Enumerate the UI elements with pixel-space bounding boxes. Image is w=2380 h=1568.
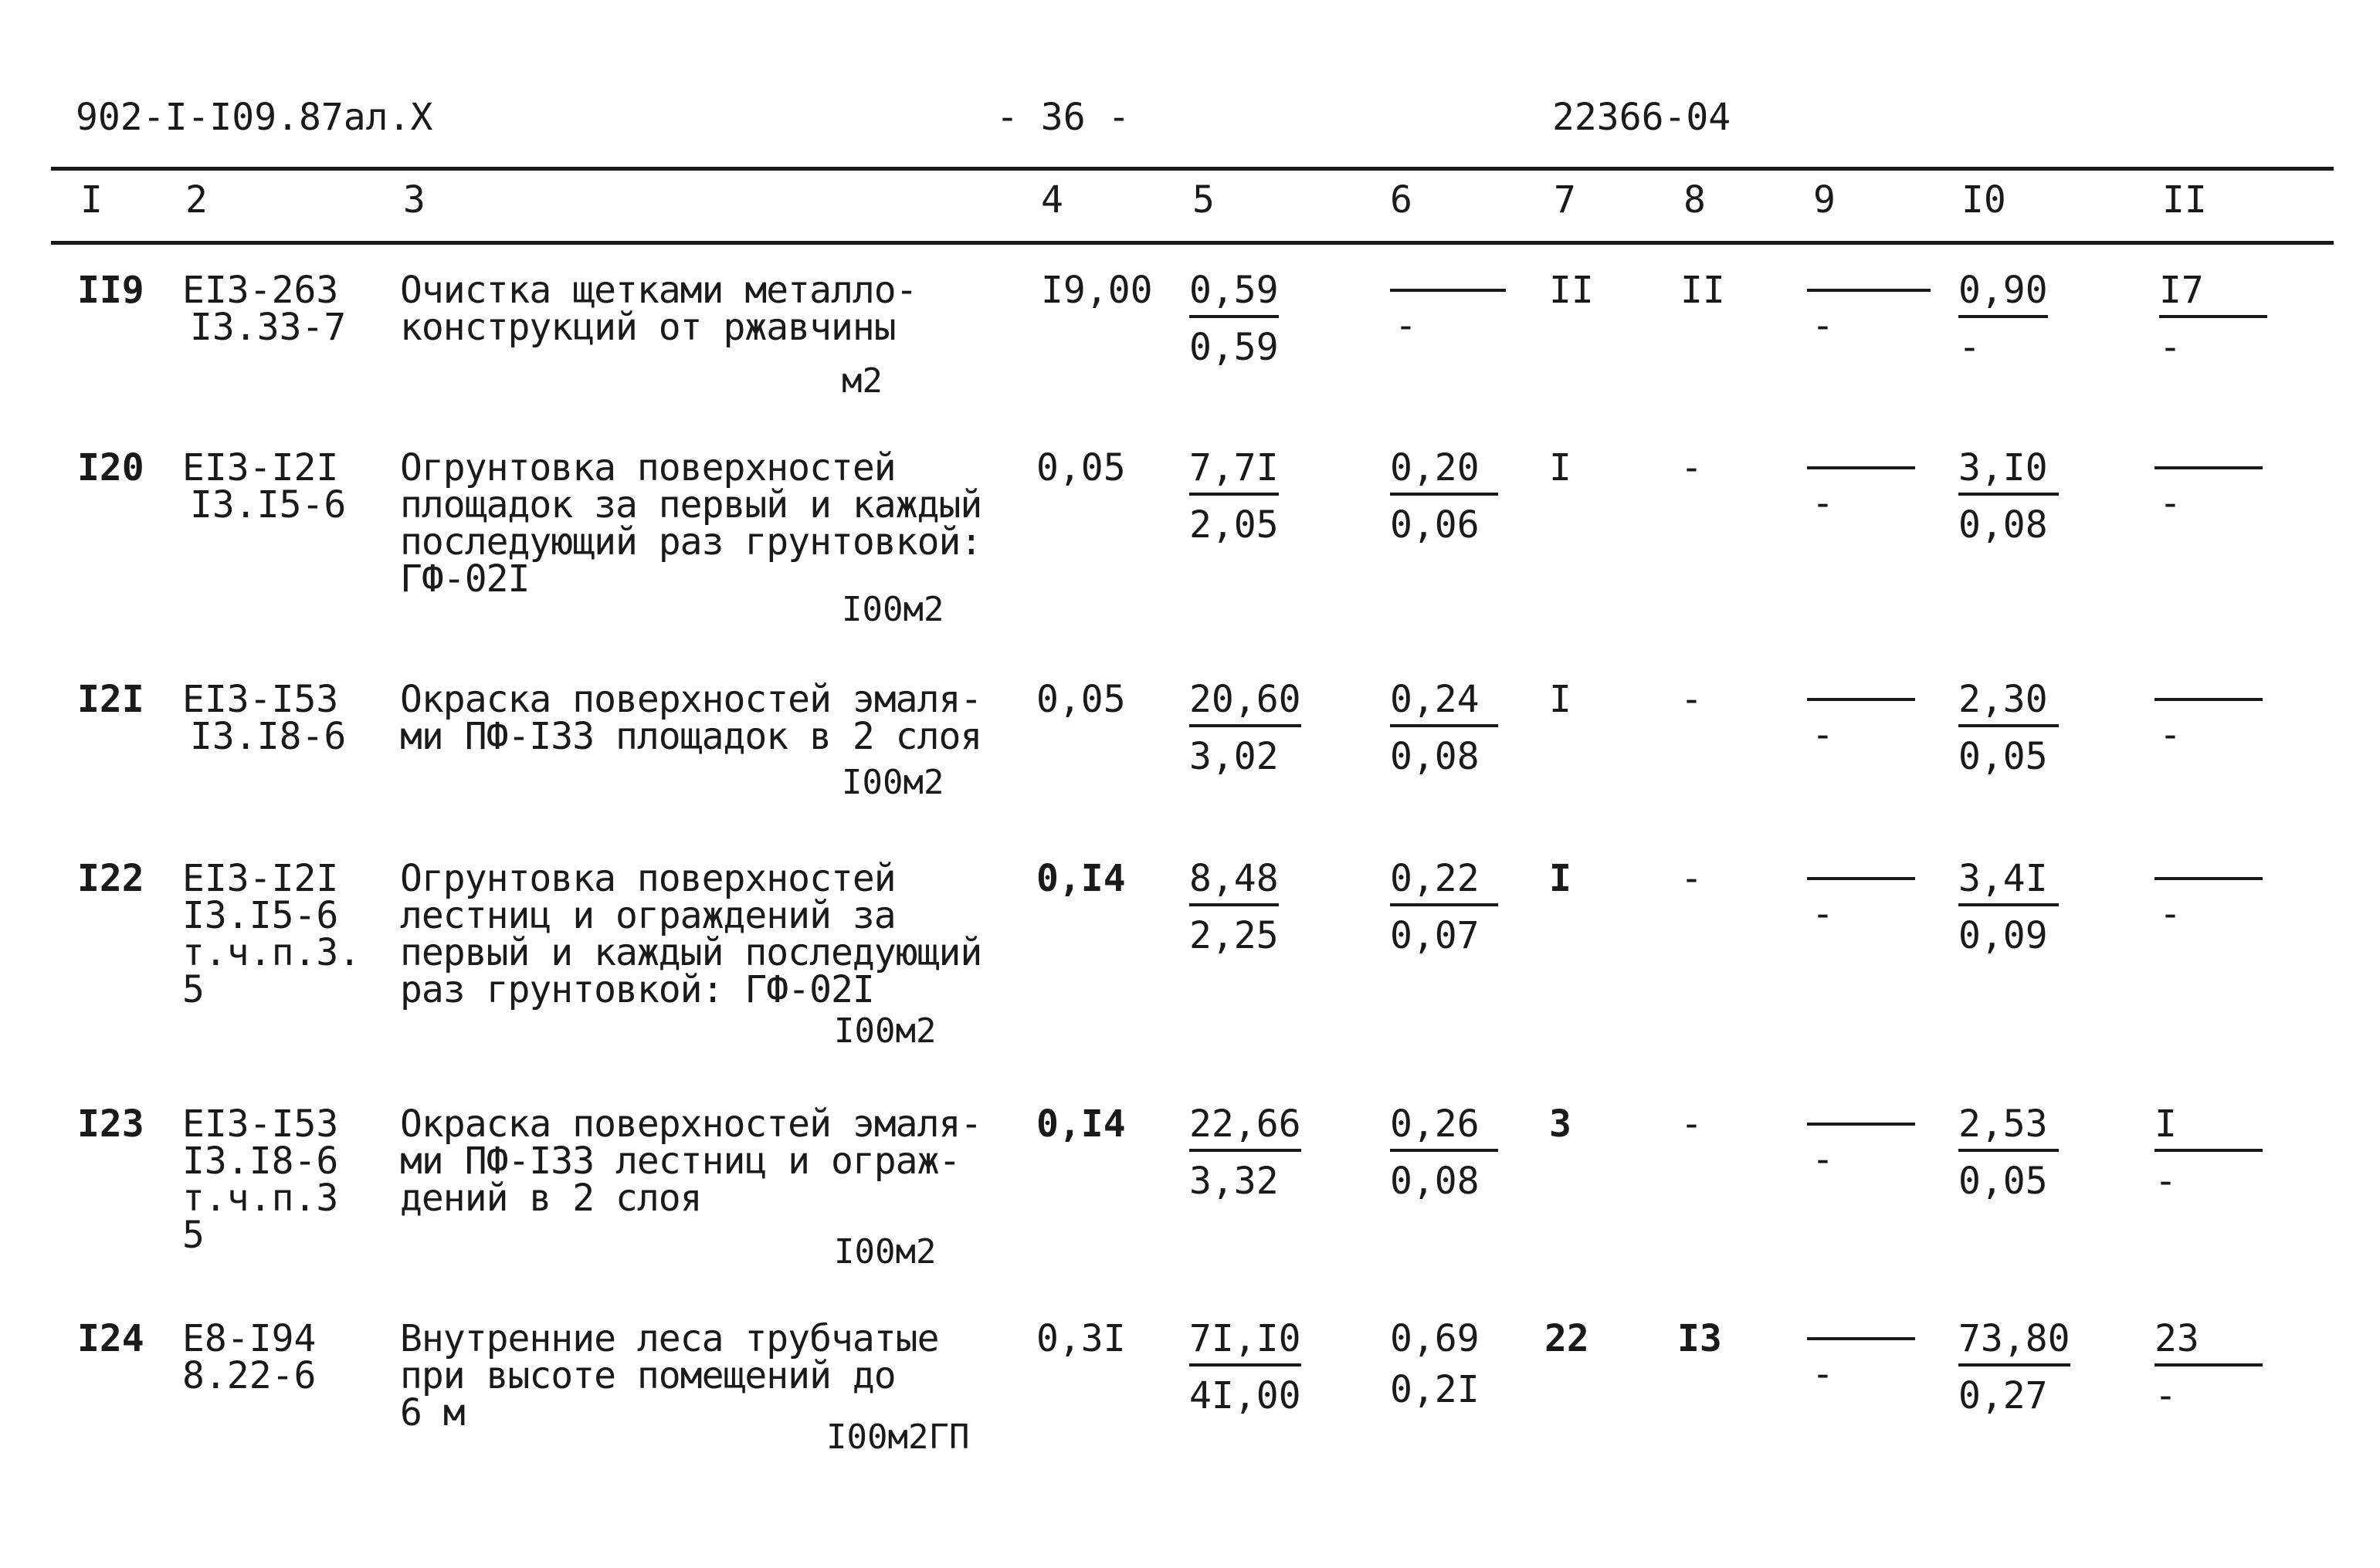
col7-value: 3 — [1549, 1102, 1571, 1146]
col-header-9: 9 — [1813, 178, 1836, 222]
row-unit: I00м2 — [842, 590, 944, 629]
col9-value: - — [1807, 681, 1915, 754]
row-code: EI3-I53 I3.I8-6 — [182, 678, 347, 758]
row-description: Внутренние леса трубчатые при высоте помещений до 6 м — [400, 1317, 939, 1434]
col6-value: $\frac{0,24}{0,08}$ — [1390, 681, 1498, 775]
row-unit: I00м2 — [834, 1232, 937, 1272]
col5-value: $\frac{20,60}{3,02}$ — [1189, 678, 1301, 778]
col9-value: - — [1807, 1320, 1915, 1393]
row-number: I2I — [77, 678, 144, 721]
page-number: - 36 - — [996, 96, 1131, 139]
row-quantity: I9,00 — [1041, 269, 1153, 312]
row-unit: м2 — [842, 361, 883, 401]
col8-value: I3 — [1677, 1317, 1722, 1360]
col9-value: - — [1807, 860, 1915, 933]
col6-value: $\frac{0,22}{0,07}$ — [1390, 860, 1498, 954]
row-code: EI3-263 I3.33-7 — [182, 269, 347, 349]
col6-value: 0,69 0,2I — [1390, 1317, 1480, 1411]
col6-value: - — [1390, 272, 1506, 344]
col-header-3: 3 — [403, 178, 425, 222]
col9-value: - — [1807, 1106, 1915, 1178]
col-header-1: I — [80, 178, 103, 222]
col9-value: - — [1807, 272, 1931, 344]
row-code: EI3-I53 I3.I8-6 т.ч.п.3 5 — [182, 1102, 339, 1257]
row-unit: I00м2 — [842, 763, 944, 802]
col8-value: - — [1680, 1102, 1703, 1146]
table-row — [0, 269, 2380, 426]
table-row — [0, 1317, 2380, 1490]
col5-value: $\frac{7I,I0}{4I,00}$ — [1189, 1317, 1301, 1417]
table-top-rule — [51, 167, 2334, 171]
col8-value: II — [1680, 269, 1725, 312]
col-header-7: 7 — [1554, 178, 1576, 222]
col10-value: $\frac{73,80}{0,27}$ — [1958, 1317, 2070, 1417]
col10-value: $\frac{3,I0}{0,08}$ — [1958, 449, 2059, 544]
col11-value: - — [2155, 449, 2263, 522]
col11-value: - — [2155, 681, 2263, 754]
col11-value: I7 - — [2159, 272, 2267, 366]
col10-value: $\frac{3,4I}{0,09}$ — [1958, 860, 2059, 954]
row-description: Очистка щетками металло- конструкций от ржавчины — [400, 269, 917, 349]
row-quantity: 0,05 — [1036, 446, 1126, 489]
table-row — [0, 857, 2380, 1068]
col9-value: - — [1807, 449, 1915, 522]
col11-value: - — [2155, 860, 2263, 933]
doc-number: 22366-04 — [1552, 96, 1731, 139]
col-header-6: 6 — [1390, 178, 1412, 222]
col8-value: - — [1680, 446, 1703, 489]
row-unit: I00м2ГП — [826, 1417, 970, 1457]
col5-value: $\frac{8,48}{2,25}$ — [1189, 857, 1279, 957]
col7-value: I — [1549, 857, 1571, 900]
row-quantity: 0,I4 — [1036, 857, 1126, 900]
col-header-2: 2 — [185, 178, 208, 222]
table-header-rule — [51, 241, 2334, 245]
col-header-8: 8 — [1683, 178, 1706, 222]
table-row — [0, 678, 2380, 820]
col10-value: $\frac{2,53}{0,05}$ — [1958, 1106, 2059, 1200]
row-quantity: 0,I4 — [1036, 1102, 1126, 1146]
col-header-4: 4 — [1041, 178, 1063, 222]
col11-value: I - — [2155, 1106, 2263, 1200]
col7-value: II — [1549, 269, 1594, 312]
col-header-11: II — [2162, 178, 2207, 222]
col10-value: $\frac{2,30}{0,05}$ — [1958, 681, 2059, 775]
col5-value: $\frac{7,7I}{2,05}$ — [1189, 446, 1279, 547]
col5-value: $\frac{22,66}{3,32}$ — [1189, 1102, 1301, 1203]
row-number: I23 — [77, 1102, 144, 1146]
col-header-10: I0 — [1961, 178, 2006, 222]
col11-value: 23 - — [2155, 1320, 2263, 1414]
col7-value: I — [1549, 678, 1571, 721]
doc-code: 902-I-I09.87ал.X — [76, 96, 433, 139]
row-code: EI3-I2I I3.I5-6 т.ч.п.3. 5 — [182, 857, 361, 1011]
col10-value: 0,90 - — [1958, 269, 2048, 369]
table-row — [0, 1102, 2380, 1291]
row-code: E8-I94 8.22-6 — [182, 1317, 317, 1397]
table-row — [0, 446, 2380, 650]
row-quantity: 0,3I — [1036, 1317, 1126, 1360]
row-number: I24 — [77, 1317, 144, 1360]
col5-value: $\frac{0,59}{0,59}$ — [1189, 269, 1279, 369]
col6-value: $\frac{0,20}{0,06}$ — [1390, 449, 1498, 544]
row-unit: I00м2 — [834, 1011, 937, 1051]
row-description: Окраска поверхностей эмаля- ми ПФ-I33 площадок в 2 слоя — [400, 678, 982, 758]
col8-value: - — [1680, 678, 1703, 721]
row-code: EI3-I2I I3.I5-6 — [182, 446, 347, 527]
row-quantity: 0,05 — [1036, 678, 1126, 721]
col7-value: 22 — [1544, 1317, 1589, 1360]
row-description: Огрунтовка поверхностей площадок за первый и каждый последующий раз грунтовкой: ГФ-02I — [400, 446, 982, 601]
row-description: Окраска поверхностей эмаля- ми ПФ-I33 лестниц и ограж- дений в 2 слоя — [400, 1102, 982, 1220]
row-description: Огрунтовка поверхностей лестниц и ограждений за первый и каждый последующий раз грунтовкой: ГФ-02I — [400, 857, 982, 1011]
col-header-5: 5 — [1192, 178, 1215, 222]
row-number: II9 — [77, 269, 144, 312]
col7-value: I — [1549, 446, 1571, 489]
col8-value: - — [1680, 857, 1703, 900]
row-number: I20 — [77, 446, 144, 489]
col6-value: $\frac{0,26}{0,08}$ — [1390, 1106, 1498, 1200]
row-number: I22 — [77, 857, 144, 900]
